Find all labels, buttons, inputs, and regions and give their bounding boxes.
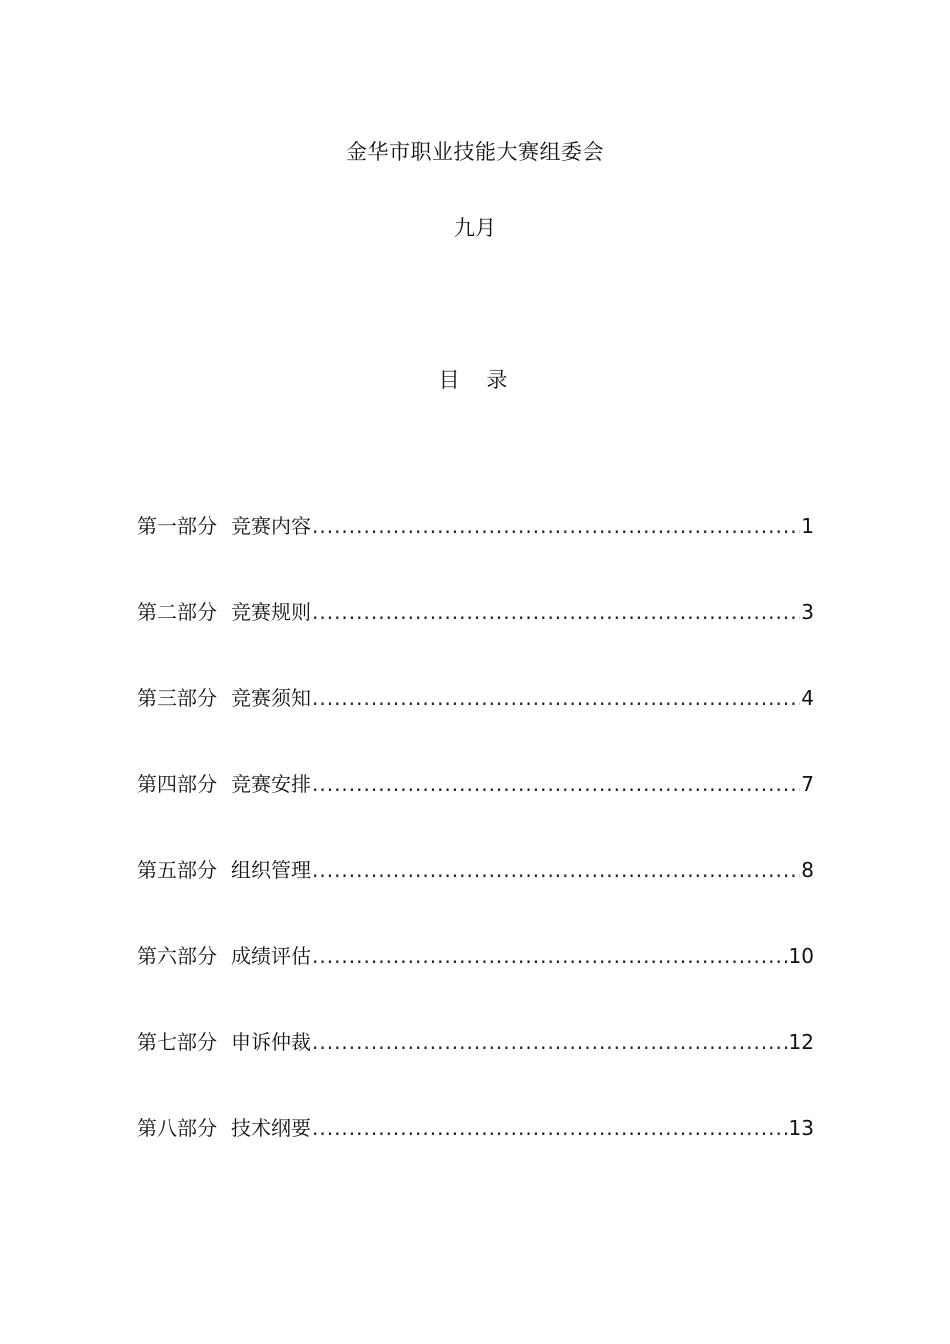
toc-dot-leader	[312, 766, 800, 802]
toc-entry[interactable]	[137, 766, 814, 852]
toc-entry[interactable]	[137, 680, 814, 766]
toc-dot-leader	[312, 508, 800, 544]
toc-entry[interactable]	[137, 508, 814, 594]
toc-entry-page: 8	[801, 858, 814, 882]
toc-entry-name: 竞赛内容	[231, 514, 311, 538]
toc-entry-name: 竞赛规则	[231, 600, 311, 624]
toc-entry-part: 第六部分	[137, 944, 217, 968]
toc-entry-part: 第一部分	[137, 514, 217, 538]
toc-entry-page: 7	[801, 772, 814, 796]
toc-entry-part: 第四部分	[137, 772, 217, 796]
table-of-contents	[137, 508, 814, 1196]
toc-entry-part: 第八部分	[137, 1116, 217, 1140]
toc-entry-page: 10	[788, 944, 814, 968]
toc-entry-name: 成绩评估	[231, 944, 311, 968]
toc-dot-leader	[312, 1024, 788, 1060]
document-date: 九月	[454, 216, 496, 240]
toc-entry-page: 3	[801, 600, 814, 624]
toc-entry-name: 技术纲要	[231, 1116, 311, 1140]
toc-entry-page: 13	[788, 1116, 814, 1140]
toc-entry-name: 申诉仲裁	[231, 1030, 311, 1054]
toc-entry[interactable]	[137, 1110, 814, 1196]
toc-dot-leader	[312, 1110, 788, 1146]
toc-entry-part: 第五部分	[137, 858, 217, 882]
toc-entry[interactable]	[137, 852, 814, 938]
toc-entry[interactable]	[137, 938, 814, 1024]
toc-entry-part: 第三部分	[137, 686, 217, 710]
toc-dot-leader	[312, 938, 788, 974]
toc-entry-page: 12	[788, 1030, 814, 1054]
organizer-name: 金华市职业技能大赛组委会	[346, 140, 604, 164]
toc-entry-page: 4	[801, 686, 814, 710]
toc-entry-page: 1	[801, 514, 814, 538]
toc-entry-part: 第七部分	[137, 1030, 217, 1054]
toc-entry[interactable]	[137, 1024, 814, 1110]
toc-dot-leader	[312, 680, 800, 716]
toc-entry-part: 第二部分	[137, 600, 217, 624]
toc-entry-name: 组织管理	[231, 858, 311, 882]
toc-entry-name: 竞赛须知	[231, 686, 311, 710]
toc-title: 目 录	[438, 368, 518, 392]
toc-entry[interactable]	[137, 594, 814, 680]
toc-dot-leader	[312, 852, 800, 888]
toc-entry-name: 竞赛安排	[231, 772, 311, 796]
toc-dot-leader	[312, 594, 800, 630]
